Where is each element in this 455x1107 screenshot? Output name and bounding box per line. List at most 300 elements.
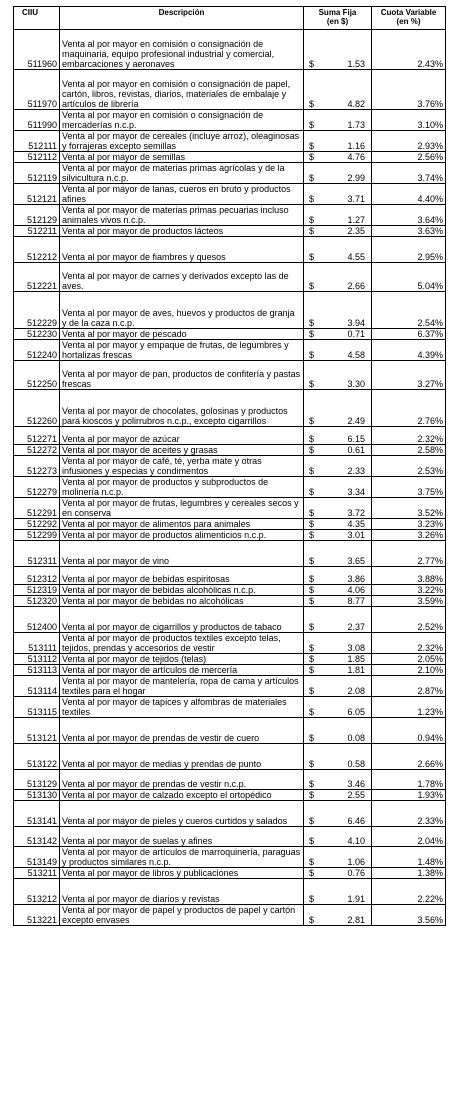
table-row — [14, 879, 446, 905]
ciiu-code-cell: 512211 — [14, 226, 60, 237]
description-cell: Venta al por mayor de diarios y revistas — [60, 879, 304, 905]
fixed-amount-cell — [304, 541, 372, 567]
variable-rate-cell: 2.77% — [372, 541, 446, 567]
variable-rate-cell: 4.40% — [372, 184, 446, 205]
ciiu-code-cell: 512111 — [14, 131, 60, 152]
currency-symbol: $ — [309, 585, 315, 595]
variable-rate-cell: 2.33% — [372, 801, 446, 827]
fixed-amount-value: 4.35 — [347, 519, 365, 529]
ciiu-code-cell: 512273 — [14, 456, 60, 477]
table-row — [14, 585, 446, 596]
table-row — [14, 519, 446, 530]
fixed-amount-cell — [304, 163, 372, 184]
fixed-amount-value: 2.08 — [347, 686, 365, 696]
ciiu-code-cell: 513112 — [14, 654, 60, 665]
fixed-amount-value: 4.58 — [347, 350, 365, 360]
description-cell: Venta al por mayor de alimentos para animales — [60, 519, 304, 530]
ciiu-code-cell: 512292 — [14, 519, 60, 530]
ciiu-code-cell: 513129 — [14, 770, 60, 790]
ciiu-code-cell: 512291 — [14, 498, 60, 519]
fixed-amount-value: 1.06 — [347, 857, 365, 867]
fixed-amount-value: 3.01 — [347, 530, 365, 540]
ciiu-code-cell: 512230 — [14, 329, 60, 340]
ciiu-code-cell: 512229 — [14, 292, 60, 329]
fixed-amount-value: 2.37 — [347, 622, 365, 632]
variable-rate-cell: 3.52% — [372, 498, 446, 519]
fixed-amount-value: 3.86 — [347, 574, 365, 584]
variable-rate-cell: 2.32% — [372, 427, 446, 445]
fixed-amount-cell — [304, 152, 372, 163]
currency-symbol: $ — [309, 779, 315, 789]
variable-rate-cell: 2.54% — [372, 292, 446, 329]
fixed-amount-value: 4.55 — [347, 252, 365, 262]
ciiu-code-cell: 513114 — [14, 676, 60, 697]
fixed-amount-value: 1.27 — [347, 215, 365, 225]
currency-symbol: $ — [309, 416, 315, 426]
fixed-amount-value: 2.33 — [347, 466, 365, 476]
ciiu-code-cell: 512299 — [14, 530, 60, 541]
ciiu-code-cell: 512279 — [14, 477, 60, 498]
fixed-amount-value: 4.76 — [347, 152, 365, 162]
fixed-amount-cell — [304, 868, 372, 879]
table-row — [14, 718, 446, 744]
variable-rate-cell: 3.56% — [372, 905, 446, 926]
table-row — [14, 868, 446, 879]
fixed-amount-cell — [304, 519, 372, 530]
fixed-amount-value: 1.85 — [347, 654, 365, 664]
table-row — [14, 498, 446, 519]
description-cell: Venta al por mayor en comisión o consignación de maquinaria, equipo profesional industrial y comercial, embarcaciones y aeronaves — [60, 30, 304, 70]
ciiu-code-cell: 512119 — [14, 163, 60, 184]
variable-rate-cell: 2.10% — [372, 665, 446, 676]
description-cell: Venta al por mayor de carnes y derivados excepto las de aves. — [60, 263, 304, 292]
currency-symbol: $ — [309, 622, 315, 632]
fixed-amount-cell — [304, 607, 372, 633]
ciiu-code-cell: 512112 — [14, 152, 60, 163]
header-fixed-amount — [304, 7, 372, 30]
fixed-amount-value: 8.77 — [347, 596, 365, 606]
table-row — [14, 30, 446, 70]
variable-rate-cell: 2.95% — [372, 237, 446, 263]
ciiu-code-cell: 512311 — [14, 541, 60, 567]
description-cell: Venta al por mayor de café, té, yerba mate y otras infusiones y especias y condimentos — [60, 456, 304, 477]
description-cell: Venta al por mayor de artículos de marroquinería, paraguas y productos similares n.c.p. — [60, 847, 304, 868]
table-header-row — [14, 7, 446, 30]
fixed-amount-cell — [304, 390, 372, 427]
fixed-amount-value: 6.15 — [347, 434, 365, 444]
variable-rate-cell: 2.93% — [372, 131, 446, 152]
ciiu-code-cell: 512250 — [14, 361, 60, 390]
variable-rate-cell: 1.48% — [372, 847, 446, 868]
fixed-amount-value: 0.71 — [347, 329, 365, 339]
variable-rate-cell: 2.32% — [372, 633, 446, 654]
fixed-amount-cell — [304, 477, 372, 498]
description-cell: Venta al por mayor de medias y prendas de punto — [60, 744, 304, 770]
fixed-amount-value: 3.34 — [347, 487, 365, 497]
fixed-amount-cell — [304, 718, 372, 744]
table-row — [14, 390, 446, 427]
currency-symbol: $ — [309, 445, 315, 455]
header-fixed-line2: (en $) — [326, 17, 349, 26]
currency-symbol: $ — [309, 915, 315, 925]
description-cell: Venta al por mayor y empaque de frutas, de legumbres y hortalizas frescas — [60, 340, 304, 361]
currency-symbol: $ — [309, 379, 315, 389]
description-cell: Venta al por mayor de bebidas espiritosas — [60, 567, 304, 585]
currency-symbol: $ — [309, 596, 315, 606]
fixed-amount-cell — [304, 292, 372, 329]
description-cell: Venta al por mayor de pan, productos de confitería y pastas frescas — [60, 361, 304, 390]
table-row — [14, 445, 446, 456]
ciiu-code-cell: 512121 — [14, 184, 60, 205]
fixed-amount-cell — [304, 530, 372, 541]
description-cell: Venta al por mayor de fiambres y quesos — [60, 237, 304, 263]
variable-rate-cell: 2.53% — [372, 456, 446, 477]
fixed-amount-value: 0.61 — [347, 445, 365, 455]
fixed-amount-value: 3.46 — [347, 779, 365, 789]
description-cell: Venta al por mayor de prendas de vestir n.c.p. — [60, 770, 304, 790]
header-fixed-line1: Suma Fija — [318, 8, 357, 17]
variable-rate-cell: 3.27% — [372, 361, 446, 390]
header-ciiu: CIIU — [14, 7, 60, 30]
fixed-amount-cell — [304, 361, 372, 390]
fixed-amount-cell — [304, 205, 372, 226]
variable-rate-cell: 2.58% — [372, 445, 446, 456]
fixed-amount-value: 3.08 — [347, 643, 365, 653]
ciiu-code-cell: 513111 — [14, 633, 60, 654]
description-cell: Venta al por mayor de aves, huevos y productos de granja y de la caza n.c.p. — [60, 292, 304, 329]
table-row — [14, 654, 446, 665]
description-cell: Venta al por mayor de bebidas alcohólicas n.c.p. — [60, 585, 304, 596]
description-cell: Venta al por mayor de frutas, legumbres y cereales secos y en conserva — [60, 498, 304, 519]
fixed-amount-cell — [304, 790, 372, 801]
currency-symbol: $ — [309, 215, 315, 225]
variable-rate-cell: 2.87% — [372, 676, 446, 697]
table-row — [14, 427, 446, 445]
fixed-amount-value: 2.35 — [347, 226, 365, 236]
description-cell: Venta al por mayor de productos y subproductos de molinería n.c.p. — [60, 477, 304, 498]
fixed-amount-value: 2.99 — [347, 173, 365, 183]
description-cell: Venta al por mayor de tapices y alfombras de materiales textiles — [60, 697, 304, 718]
currency-symbol: $ — [309, 350, 315, 360]
variable-rate-cell: 2.04% — [372, 827, 446, 847]
fixed-amount-cell — [304, 131, 372, 152]
description-cell: Venta al por mayor de bebidas no alcohólicas — [60, 596, 304, 607]
variable-rate-cell: 3.26% — [372, 530, 446, 541]
ciiu-code-cell: 513113 — [14, 665, 60, 676]
fixed-amount-cell — [304, 665, 372, 676]
description-cell: Venta al por mayor de vino — [60, 541, 304, 567]
currency-symbol: $ — [309, 857, 315, 867]
table-row — [14, 676, 446, 697]
fixed-amount-cell — [304, 445, 372, 456]
header-variable-line1: Cuota Variable — [380, 8, 437, 17]
currency-symbol: $ — [309, 556, 315, 566]
fixed-amount-value: 2.49 — [347, 416, 365, 426]
currency-symbol: $ — [309, 759, 315, 769]
description-cell: Venta al por mayor de libros y publicaciones — [60, 868, 304, 879]
currency-symbol: $ — [309, 318, 315, 328]
variable-rate-cell: 2.56% — [372, 152, 446, 163]
fixed-amount-value: 3.72 — [347, 508, 365, 518]
ciiu-code-cell: 512319 — [14, 585, 60, 596]
fixed-amount-value: 0.58 — [347, 759, 365, 769]
currency-symbol: $ — [309, 836, 315, 846]
currency-symbol: $ — [309, 252, 315, 262]
ciiu-code-cell: 511960 — [14, 30, 60, 70]
fixed-amount-cell — [304, 905, 372, 926]
fixed-amount-cell — [304, 263, 372, 292]
table-row — [14, 329, 446, 340]
table-row — [14, 70, 446, 110]
currency-symbol: $ — [309, 194, 315, 204]
description-cell: Venta al por mayor de azúcar — [60, 427, 304, 445]
table-row — [14, 801, 446, 827]
description-cell: Venta al por mayor de semillas — [60, 152, 304, 163]
fixed-amount-cell — [304, 226, 372, 237]
currency-symbol: $ — [309, 508, 315, 518]
table-row — [14, 205, 446, 226]
table-row — [14, 530, 446, 541]
description-cell: Venta al por mayor de cigarrillos y productos de tabaco — [60, 607, 304, 633]
description-cell: Venta al por mayor de calzado excepto el ortopédico — [60, 790, 304, 801]
variable-rate-cell: 1.38% — [372, 868, 446, 879]
fixed-amount-value: 3.71 — [347, 194, 365, 204]
ciiu-code-cell: 512240 — [14, 340, 60, 361]
ciiu-code-cell: 511970 — [14, 70, 60, 110]
ciiu-code-cell: 512312 — [14, 567, 60, 585]
fixed-amount-cell — [304, 456, 372, 477]
ciiu-code-cell: 512260 — [14, 390, 60, 427]
variable-rate-cell: 3.23% — [372, 519, 446, 530]
fixed-amount-value: 0.76 — [347, 868, 365, 878]
variable-rate-cell: 2.43% — [372, 30, 446, 70]
fixed-amount-value: 3.30 — [347, 379, 365, 389]
variable-rate-cell: 0.94% — [372, 718, 446, 744]
fixed-amount-cell — [304, 697, 372, 718]
description-cell: Venta al por mayor de mantelería, ropa de cama y artículos textiles para el hogar — [60, 676, 304, 697]
variable-rate-cell: 3.10% — [372, 110, 446, 131]
variable-rate-cell: 5.04% — [372, 263, 446, 292]
variable-rate-cell: 2.22% — [372, 879, 446, 905]
table-row — [14, 340, 446, 361]
currency-symbol: $ — [309, 733, 315, 743]
table-row — [14, 596, 446, 607]
fixed-amount-cell — [304, 801, 372, 827]
variable-rate-cell: 6.37% — [372, 329, 446, 340]
currency-symbol: $ — [309, 816, 315, 826]
currency-symbol: $ — [309, 487, 315, 497]
header-variable-rate — [372, 7, 446, 30]
fixed-amount-cell — [304, 30, 372, 70]
currency-symbol: $ — [309, 466, 315, 476]
currency-symbol: $ — [309, 686, 315, 696]
variable-rate-cell: 3.75% — [372, 477, 446, 498]
variable-rate-cell: 3.59% — [372, 596, 446, 607]
currency-symbol: $ — [309, 643, 315, 653]
table-row — [14, 744, 446, 770]
table-row — [14, 131, 446, 152]
table-row — [14, 607, 446, 633]
description-cell: Venta al por mayor de productos lácteos — [60, 226, 304, 237]
fixed-amount-value: 6.46 — [347, 816, 365, 826]
description-cell: Venta al por mayor de cereales (incluye arroz), oleaginosas y forrajeras excepto semillas — [60, 131, 304, 152]
table-row — [14, 633, 446, 654]
fixed-amount-cell — [304, 427, 372, 445]
fixed-amount-cell — [304, 596, 372, 607]
ciiu-code-cell: 513212 — [14, 879, 60, 905]
fixed-amount-value: 4.82 — [347, 99, 365, 109]
table-row — [14, 237, 446, 263]
table-row — [14, 905, 446, 926]
fixed-amount-value: 3.94 — [347, 318, 365, 328]
description-cell: Venta al por mayor de pescado — [60, 329, 304, 340]
fixed-amount-cell — [304, 770, 372, 790]
fixed-amount-value: 6.05 — [347, 707, 365, 717]
fixed-amount-cell — [304, 567, 372, 585]
description-cell: Venta al por mayor de materias primas agrícolas y de la silvicultura n.c.p. — [60, 163, 304, 184]
ciiu-code-cell: 513121 — [14, 718, 60, 744]
fixed-amount-cell — [304, 237, 372, 263]
ciiu-code-cell: 512272 — [14, 445, 60, 456]
description-cell: Venta al por mayor de artículos de mercería — [60, 665, 304, 676]
table-row — [14, 263, 446, 292]
currency-symbol: $ — [309, 226, 315, 236]
ciiu-code-cell: 512400 — [14, 607, 60, 633]
ciiu-code-cell: 513221 — [14, 905, 60, 926]
table-row — [14, 152, 446, 163]
ciiu-code-cell: 513115 — [14, 697, 60, 718]
table-row — [14, 361, 446, 390]
currency-symbol: $ — [309, 790, 315, 800]
variable-rate-cell: 2.66% — [372, 744, 446, 770]
currency-symbol: $ — [309, 434, 315, 444]
fixed-amount-value: 1.16 — [347, 141, 365, 151]
fixed-amount-value: 2.55 — [347, 790, 365, 800]
table-row — [14, 456, 446, 477]
fixed-amount-cell — [304, 847, 372, 868]
ciiu-code-cell: 512320 — [14, 596, 60, 607]
currency-symbol: $ — [309, 152, 315, 162]
description-cell: Venta al por mayor de pieles y cueros curtidos y salados — [60, 801, 304, 827]
table-row — [14, 790, 446, 801]
currency-symbol: $ — [309, 868, 315, 878]
variable-rate-cell: 3.88% — [372, 567, 446, 585]
table-row — [14, 541, 446, 567]
description-cell: Venta al por mayor de chocolates, golosinas y productos para kioscos y polirrubros n.c.p., excepto cigarrillos — [60, 390, 304, 427]
fixed-amount-value: 1.91 — [347, 894, 365, 904]
description-cell: Venta al por mayor en comisión o consignación de papel, cartón, libros, revistas, diarios, materiales de embalaje y artículos de librería — [60, 70, 304, 110]
variable-rate-cell: 3.22% — [372, 585, 446, 596]
fixed-amount-value: 4.06 — [347, 585, 365, 595]
currency-symbol: $ — [309, 574, 315, 584]
fixed-amount-value: 1.53 — [347, 59, 365, 69]
variable-rate-cell: 1.93% — [372, 790, 446, 801]
table-row — [14, 292, 446, 329]
description-cell: Venta al por mayor de productos textiles excepto telas, tejidos, prendas y accesorios de vestir — [60, 633, 304, 654]
fixed-amount-cell — [304, 633, 372, 654]
ciiu-code-cell: 512212 — [14, 237, 60, 263]
fixed-amount-cell — [304, 744, 372, 770]
currency-symbol: $ — [309, 141, 315, 151]
description-cell: Venta al por mayor de materias primas pecuarias incluso animales vivos n.c.p. — [60, 205, 304, 226]
table-row — [14, 226, 446, 237]
currency-symbol: $ — [309, 59, 315, 69]
fixed-amount-cell — [304, 879, 372, 905]
ciiu-code-cell: 513130 — [14, 790, 60, 801]
ciiu-code-cell: 513122 — [14, 744, 60, 770]
fixed-amount-cell — [304, 827, 372, 847]
fixed-amount-cell — [304, 498, 372, 519]
fixed-amount-cell — [304, 184, 372, 205]
variable-rate-cell: 3.74% — [372, 163, 446, 184]
description-cell: Venta al por mayor de aceites y grasas — [60, 445, 304, 456]
table-row — [14, 567, 446, 585]
ciiu-code-cell: 512129 — [14, 205, 60, 226]
fixed-amount-value: 2.66 — [347, 281, 365, 291]
table-row — [14, 163, 446, 184]
table-row — [14, 110, 446, 131]
description-cell: Venta al por mayor de productos alimenticios n.c.p. — [60, 530, 304, 541]
variable-rate-cell: 3.64% — [372, 205, 446, 226]
description-cell: Venta al por mayor de papel y productos de papel y cartón excepto envases — [60, 905, 304, 926]
description-cell: Venta al por mayor de tejidos (telas) — [60, 654, 304, 665]
currency-symbol: $ — [309, 519, 315, 529]
currency-symbol: $ — [309, 173, 315, 183]
currency-symbol: $ — [309, 654, 315, 664]
fixed-amount-value: 1.81 — [347, 665, 365, 675]
ciiu-code-cell: 513141 — [14, 801, 60, 827]
ciiu-code-cell: 513142 — [14, 827, 60, 847]
currency-symbol: $ — [309, 894, 315, 904]
description-cell: Venta al por mayor de lanas, cueros en bruto y productos afines — [60, 184, 304, 205]
variable-rate-cell: 2.05% — [372, 654, 446, 665]
currency-symbol: $ — [309, 99, 315, 109]
fixed-amount-value: 3.65 — [347, 556, 365, 566]
description-cell: Venta al por mayor de prendas de vestir de cuero — [60, 718, 304, 744]
variable-rate-cell: 1.23% — [372, 697, 446, 718]
variable-rate-cell: 4.39% — [372, 340, 446, 361]
table-row — [14, 770, 446, 790]
fixed-amount-cell — [304, 676, 372, 697]
fixed-amount-value: 4.10 — [347, 836, 365, 846]
table-row — [14, 847, 446, 868]
ciiu-code-cell: 513149 — [14, 847, 60, 868]
table-row — [14, 665, 446, 676]
currency-symbol: $ — [309, 281, 315, 291]
currency-symbol: $ — [309, 329, 315, 339]
header-description: Descripción — [60, 7, 304, 30]
fixed-amount-cell — [304, 654, 372, 665]
currency-symbol: $ — [309, 707, 315, 717]
variable-rate-cell: 2.52% — [372, 607, 446, 633]
currency-symbol: $ — [309, 120, 315, 130]
fixed-amount-value: 1.73 — [347, 120, 365, 130]
fixed-amount-cell — [304, 70, 372, 110]
variable-rate-cell: 3.76% — [372, 70, 446, 110]
currency-symbol: $ — [309, 530, 315, 540]
currency-symbol: $ — [309, 665, 315, 675]
variable-rate-cell: 3.63% — [372, 226, 446, 237]
table-row — [14, 697, 446, 718]
ciiu-code-cell: 511990 — [14, 110, 60, 131]
description-cell: Venta al por mayor de suelas y afines — [60, 827, 304, 847]
variable-rate-cell: 2.76% — [372, 390, 446, 427]
fixed-amount-value: 2.81 — [347, 915, 365, 925]
table-row — [14, 477, 446, 498]
variable-rate-cell: 1.78% — [372, 770, 446, 790]
table-body — [14, 30, 446, 926]
fixed-amount-cell — [304, 340, 372, 361]
